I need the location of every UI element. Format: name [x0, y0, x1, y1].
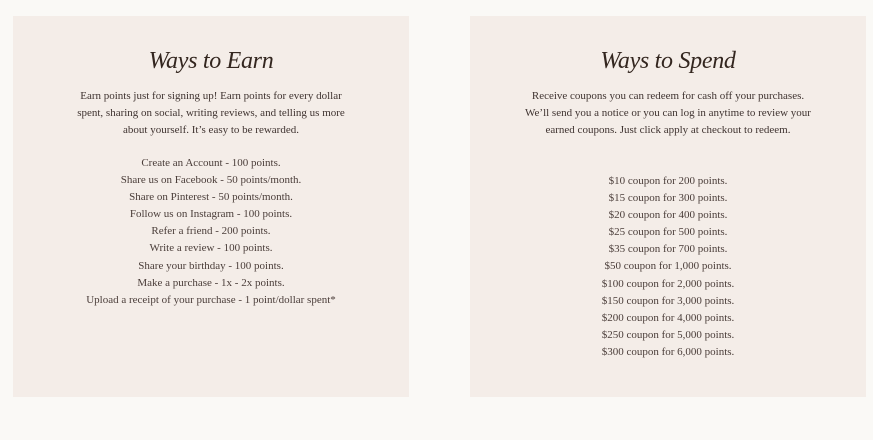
coupon-item: $25 coupon for 500 points. [608, 226, 728, 239]
coupon-item: $35 coupon for 700 points. [608, 243, 728, 256]
coupon-list [470, 173, 866, 361]
earn-item-make-purchase: Make a purchase - 1x - 2x points. [137, 276, 285, 289]
coupon-item: $200 coupon for 4,000 points. [601, 311, 735, 324]
ways-to-earn-intro: Earn points just for signing up! Earn points for every dollar spent, sharing on social, writing reviews, and telling us more about yourself. It’s easy to be rewarded. [77, 90, 345, 137]
coupon-item: $250 coupon for 5,000 points. [601, 328, 735, 341]
ways-to-spend-title: Ways to Spend [600, 48, 736, 74]
earn-points-list [13, 155, 409, 309]
earn-item-follow-instagram: Follow us on Instagram - 100 points. [129, 208, 293, 221]
coupon-item: $20 coupon for 400 points. [608, 209, 728, 222]
earn-item-share-facebook: Share us on Facebook - 50 points/month. [120, 174, 302, 187]
coupon-item: $150 coupon for 3,000 points. [601, 294, 735, 307]
coupon-item: $15 coupon for 300 points. [608, 192, 728, 205]
earn-item-share-birthday: Share your birthday - 100 points. [138, 259, 284, 272]
coupon-item: $300 coupon for 6,000 points. [601, 345, 735, 358]
earn-item-refer-friend: Refer a friend - 200 points. [151, 225, 271, 238]
ways-to-spend-intro: Receive coupons you can redeem for cash off your purchases. We’ll send you a notice or you can log in anytime to review your earned coupons. Just click apply at checkout to redeem. [525, 90, 811, 137]
coupon-item: $100 coupon for 2,000 points. [601, 277, 735, 290]
ways-to-earn-panel [13, 16, 409, 397]
earn-item-write-review: Write a review - 100 points. [149, 242, 273, 255]
coupon-item: $10 coupon for 200 points. [608, 175, 728, 187]
coupon-item: $50 coupon for 1,000 points. [604, 260, 732, 273]
earn-item-create-account: Create an Account - 100 points. [141, 157, 281, 169]
earn-item-upload-receipt: Upload a receipt of your purchase - 1 point/dollar spent* [86, 293, 336, 306]
earn-item-share-pinterest: Share on Pinterest - 50 points/month. [129, 191, 293, 204]
ways-to-earn-title: Ways to Earn [148, 48, 274, 74]
ways-to-spend-panel [470, 16, 866, 397]
